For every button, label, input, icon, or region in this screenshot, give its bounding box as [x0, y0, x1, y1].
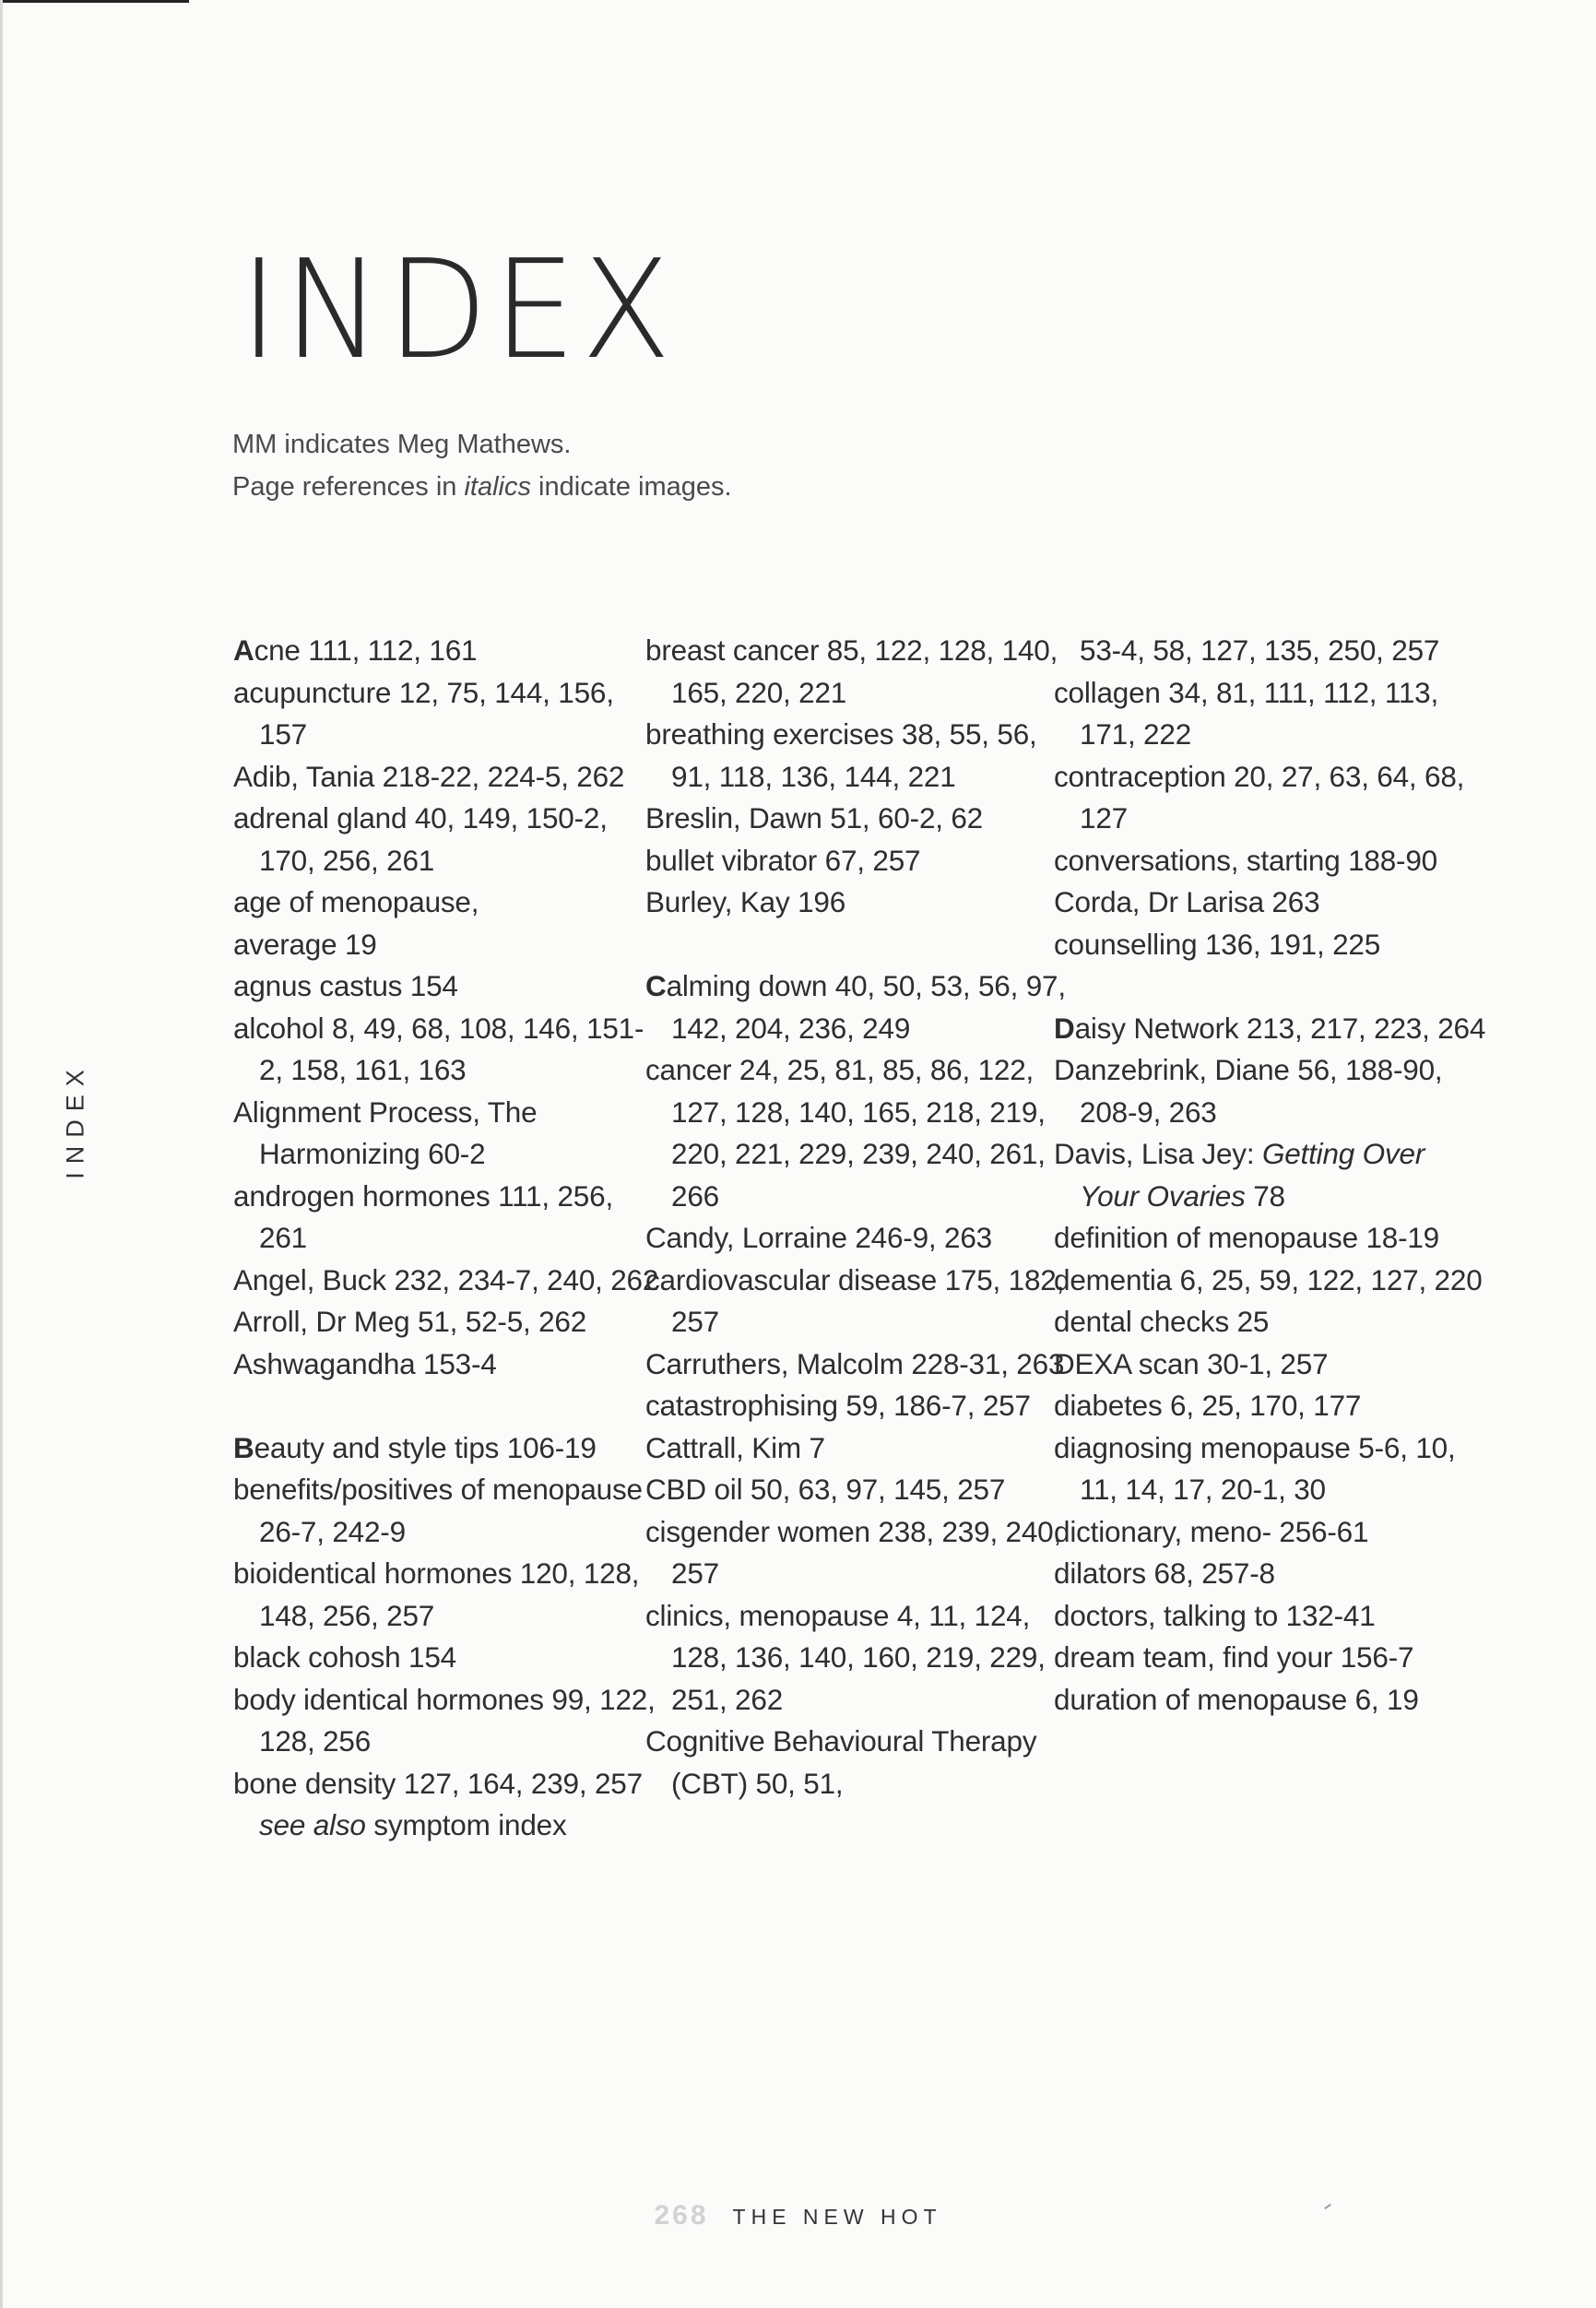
- index-entry: age of menopause,: [233, 885, 479, 918]
- italic-note: italics: [464, 472, 531, 502]
- section-initial: B: [233, 1430, 254, 1464]
- index-entry: cisgender women 238, 239, 240, 257: [645, 1514, 1062, 1590]
- index-entry: benefits/positives of menopause 26-7, 242-9: [233, 1473, 643, 1548]
- index-entry: DEXA scan 30-1, 257: [1054, 1346, 1329, 1380]
- section-initial: D: [1054, 1011, 1075, 1045]
- page-title: INDEX: [240, 231, 677, 389]
- section-gap: [645, 924, 1079, 966]
- index-entry: conversations, starting 188-90: [1054, 843, 1437, 877]
- intro-line-1: MM indicates Meg Mathews.: [232, 430, 572, 459]
- running-side-label: INDEX: [61, 1061, 89, 1179]
- book-title: THE NEW HOT: [732, 2205, 942, 2229]
- index-intro: [232, 423, 732, 508]
- index-entry: catastrophising 59, 186-7, 257: [645, 1389, 1031, 1422]
- index-entry: Davis, Lisa Jey: Getting Over Your Ovaries 78: [1054, 1137, 1425, 1213]
- index-column-1: [233, 630, 667, 1847]
- index-entry: bioidentical hormones 120, 128, 148, 256, 257: [233, 1556, 640, 1632]
- index-entry: black cohosh 154: [233, 1640, 456, 1674]
- page-footer: [0, 2200, 1596, 2231]
- index-entry: definition of menopause 18-19: [1054, 1221, 1440, 1254]
- index-entry: diabetes 6, 25, 170, 177: [1054, 1389, 1362, 1422]
- index-entry: Danzebrink, Diane 56, 188-90, 208-9, 263: [1054, 1053, 1443, 1129]
- index-entry: dream team, find your 156-7: [1054, 1640, 1414, 1674]
- index-entry: alcohol 8, 49, 68, 108, 146, 151-2, 158, 161, 163: [233, 1011, 644, 1086]
- index-entry: dementia 6, 25, 59, 122, 127, 220: [1054, 1262, 1483, 1296]
- italic-reference: Getting Over Your Ovaries: [1080, 1137, 1425, 1213]
- index-entry: Burley, Kay 196: [645, 885, 846, 918]
- index-column-3: [1054, 630, 1487, 1721]
- index-entry: bullet vibrator 67, 257: [645, 843, 921, 877]
- index-entry: Calming down 40, 50, 53, 56, 97, 142, 204, 236, 249: [645, 969, 1066, 1045]
- index-entry: collagen 34, 81, 111, 112, 113, 171, 222: [1054, 675, 1439, 751]
- index-entry: breast cancer 85, 122, 128, 140, 165, 220, 221: [645, 633, 1058, 709]
- index-entry: Ashwagandha 153-4: [233, 1346, 497, 1380]
- index-entry: Corda, Dr Larisa 263: [1054, 885, 1320, 918]
- index-entry: CBD oil 50, 63, 97, 145, 257: [645, 1473, 1006, 1506]
- intro-line-2: Page references in italics indicate images.: [232, 472, 732, 502]
- index-entry: diagnosing menopause 5-6, 10, 11, 14, 17, 20-1, 30: [1054, 1430, 1456, 1506]
- page-number: 268: [654, 2200, 709, 2231]
- top-rule: [0, 0, 189, 3]
- index-entry: adrenal gland 40, 149, 150-2, 170, 256, 261: [233, 801, 608, 877]
- index-entry: cancer 24, 25, 81, 85, 86, 122, 127, 128, 140, 165, 218, 219, 220, 221, 229, 239, 240, 261, 266: [645, 1053, 1046, 1213]
- index-column-2: [645, 630, 1079, 1805]
- index-entry: breathing exercises 38, 55, 56, 91, 118, 136, 144, 221: [645, 717, 1037, 793]
- index-entry: dictionary, meno- 256-61: [1054, 1514, 1369, 1548]
- index-entry: Alignment Process, The Harmonizing 60-2: [233, 1095, 538, 1170]
- index-entry: agnus castus 154: [233, 969, 458, 1002]
- section-initial: C: [645, 969, 667, 1002]
- index-entry: doctors, talking to 132-41: [1054, 1598, 1376, 1632]
- index-entry: 53-4, 58, 127, 135, 250, 257: [1080, 633, 1440, 667]
- index-entry: Candy, Lorraine 246-9, 263: [645, 1221, 992, 1254]
- index-entry: Daisy Network 213, 217, 223, 264: [1054, 1011, 1486, 1045]
- index-entry: average 19: [233, 927, 377, 961]
- section-initial: A: [233, 633, 254, 667]
- italic-reference: see also: [259, 1808, 366, 1841]
- page-edge: [0, 0, 3, 2308]
- index-entry: Adib, Tania 218-22, 224-5, 262: [233, 759, 625, 793]
- index-entry: acupuncture 12, 75, 144, 156, 157: [233, 675, 614, 751]
- index-entry: bone density 127, 164, 239, 257 see also symptom index: [233, 1766, 643, 1841]
- index-entry: contraception 20, 27, 63, 64, 68, 127: [1054, 759, 1465, 834]
- section-gap: [1054, 965, 1487, 1008]
- index-entry: Cattrall, Kim 7: [645, 1430, 825, 1464]
- index-entry: Carruthers, Malcolm 228-31, 263: [645, 1346, 1065, 1380]
- section-gap: [233, 1385, 667, 1427]
- index-entry: body identical hormones 99, 122, 128, 256: [233, 1682, 656, 1758]
- index-entry: dilators 68, 257-8: [1054, 1556, 1275, 1590]
- index-entry: Acne 111, 112, 161: [233, 633, 478, 667]
- index-entry: duration of menopause 6, 19: [1054, 1682, 1419, 1716]
- index-entry: Angel, Buck 232, 234-7, 240, 262: [233, 1262, 659, 1296]
- index-entry: counselling 136, 191, 225: [1054, 927, 1381, 961]
- index-entry: clinics, menopause 4, 11, 124, 128, 136, 140, 160, 219, 229, 251, 262: [645, 1598, 1046, 1716]
- index-entry: Breslin, Dawn 51, 60-2, 62: [645, 801, 984, 834]
- index-entry: Beauty and style tips 106-19: [233, 1430, 597, 1464]
- index-entry: Cognitive Behavioural Therapy (CBT) 50, 51,: [645, 1724, 1037, 1800]
- index-entry: dental checks 25: [1054, 1305, 1270, 1338]
- index-entry: cardiovascular disease 175, 182, 257: [645, 1262, 1065, 1338]
- index-entry: Arroll, Dr Meg 51, 52-5, 262: [233, 1305, 587, 1338]
- index-entry: androgen hormones 111, 256, 261: [233, 1178, 613, 1254]
